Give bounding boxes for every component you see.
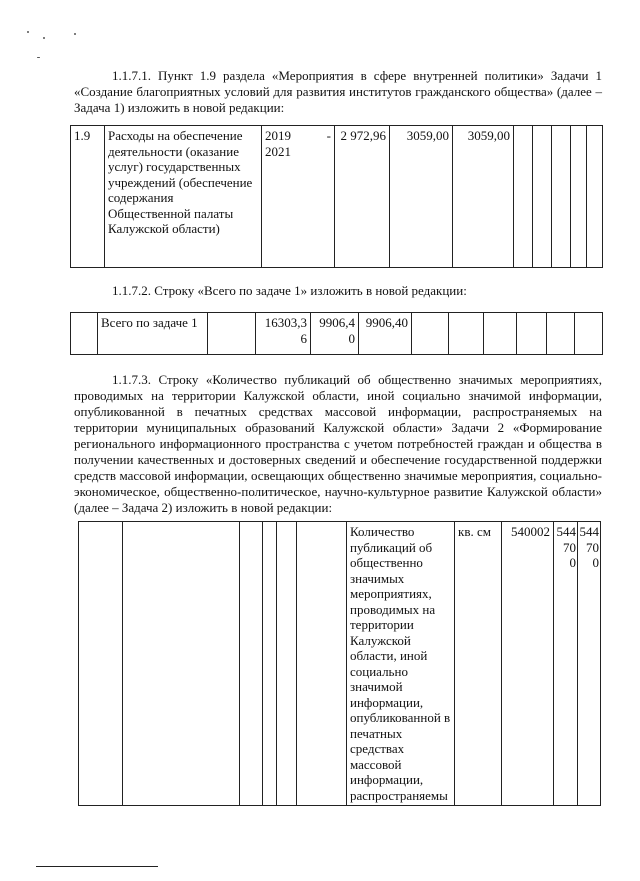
indicator-value-3-part2: 0 xyxy=(592,555,599,570)
table-item-1-9 xyxy=(70,125,603,268)
empty-cell xyxy=(240,522,263,806)
paragraph-3-text: 1.1.7.3. Строку «Количество публикаций об общественно значимых мероприятиях, проводимых на территории Калужской области, иной социально значимой информации, опубликованной в печатных средствах массовой информации, распространяемых на территории муниципальных образований Калужской области» Задачи 2 «Формирование регионального информационного пространства с учетом потребностей граждан и общества в получении качественных и достоверных сведений и обеспечение государственной поддержки средств массовой информации, освещающих общественно значимые мероприятия, социально-экономическое, общественно-политическое, научно-культурное развитие Калужской области» (далее – Задача 2) изложить в новой редакции: xyxy=(74,372,602,515)
row-value-1: 3059,00 xyxy=(390,126,453,268)
empty-cell xyxy=(208,313,256,355)
empty-cell xyxy=(587,126,603,268)
empty-cell xyxy=(123,522,240,806)
indicator-value-3 xyxy=(578,522,601,806)
indicator-value-2-part2: 0 xyxy=(569,555,576,570)
footnote-separator xyxy=(36,866,158,867)
year-start: 2019 xyxy=(265,128,291,143)
empty-cell xyxy=(277,522,297,806)
table-publications-indicator xyxy=(78,521,601,806)
row-number: 1.9 xyxy=(71,126,105,268)
year-dash: - xyxy=(326,128,331,143)
empty-cell xyxy=(517,313,547,355)
indicator-value-3-part1: 54470 xyxy=(579,524,599,555)
scan-speck xyxy=(27,31,29,33)
table-row xyxy=(71,313,603,355)
row-description: Расходы на обеспечение деятельности (оказание услуг) государственных учреждений (обеспечение содержания Общественной палаты Калужской области) xyxy=(105,126,262,268)
empty-cell xyxy=(412,313,449,355)
indicator-unit: кв. см xyxy=(455,522,502,806)
paragraph-1-1-7-3 xyxy=(74,372,602,516)
empty-cell xyxy=(263,522,277,806)
scan-speck xyxy=(43,37,45,39)
total-sum: 16303,36 xyxy=(256,313,311,355)
scan-speck xyxy=(74,33,76,35)
indicator-value-2-part1: 54470 xyxy=(556,524,576,555)
table-total-task-1 xyxy=(70,312,603,355)
empty-cell xyxy=(71,313,98,355)
empty-cell xyxy=(514,126,533,268)
total-label: Всего по задаче 1 xyxy=(98,313,208,355)
empty-cell xyxy=(571,126,587,268)
empty-cell xyxy=(297,522,347,806)
total-value-1: 9906,40 xyxy=(311,313,359,355)
table-row xyxy=(79,522,601,806)
empty-cell xyxy=(547,313,575,355)
paragraph-1-text: 1.1.7.1. Пункт 1.9 раздела «Мероприятия в сфере внутренней политики» Задачи 1 «Создание благоприятных условий для развития институтов гражданского общества» (далее – Задача 1) изложить в новой редакции: xyxy=(74,68,602,115)
scan-speck xyxy=(37,57,40,58)
indicator-name: Количество публикаций об общественно значимых мероприятиях, проводимых на территории Калужской области, иной социально значимой информации, опубликованной в печатных средствах массовой информации, распространяемы xyxy=(347,522,455,806)
row-total: 2 972,96 xyxy=(335,126,390,268)
year-end: 2021 xyxy=(265,143,291,159)
total-value-2: 9906,40 xyxy=(359,313,412,355)
empty-cell xyxy=(533,126,552,268)
empty-cell xyxy=(552,126,571,268)
row-value-2: 3059,00 xyxy=(453,126,514,268)
empty-cell xyxy=(79,522,123,806)
paragraph-1-1-7-2 xyxy=(74,283,602,299)
paragraph-1-1-7-1 xyxy=(74,68,602,116)
empty-cell xyxy=(484,313,517,355)
empty-cell xyxy=(575,313,603,355)
indicator-value-2 xyxy=(554,522,578,806)
table-row xyxy=(71,126,603,268)
empty-cell xyxy=(449,313,484,355)
indicator-value-1: 540002 xyxy=(502,522,554,806)
row-years xyxy=(262,126,335,268)
paragraph-2-text: 1.1.7.2. Строку «Всего по задаче 1» изложить в новой редакции: xyxy=(112,283,467,298)
